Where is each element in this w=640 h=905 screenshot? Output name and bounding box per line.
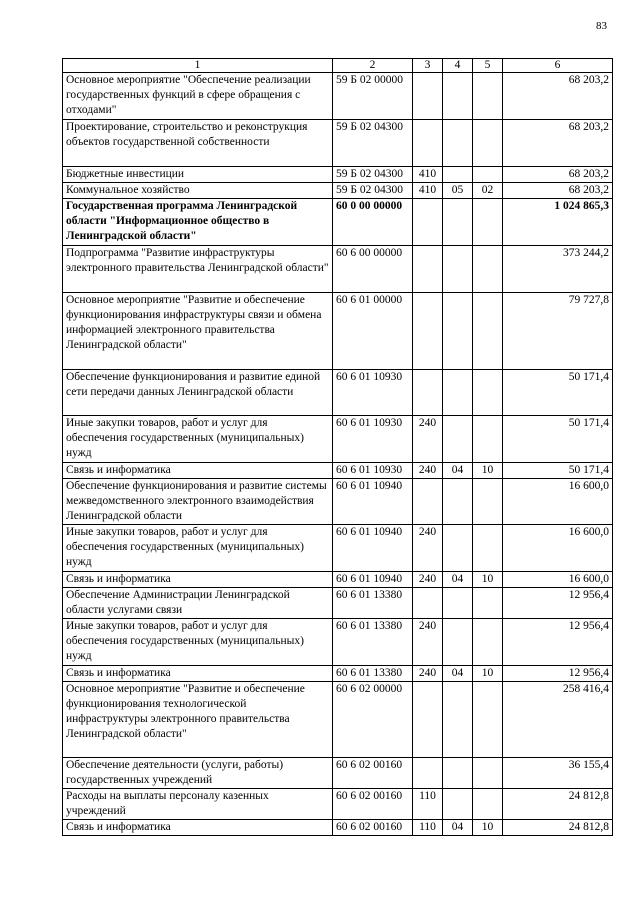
cell-code: 60 6 01 13380 (333, 619, 413, 666)
cell-name: Связь и информатика (63, 820, 333, 836)
cell-sum: 79 727,8 (503, 293, 613, 370)
cell-expense-type (413, 479, 443, 525)
cell-expense-type (413, 588, 443, 619)
table-row (63, 120, 613, 167)
cell-code: 60 6 02 00160 (333, 820, 413, 836)
cell-subsection (473, 789, 503, 820)
cell-section: 04 (443, 666, 473, 682)
cell-sum: 36 155,4 (503, 758, 613, 789)
cell-name: Основное мероприятие "Развитие и обеспечение функционирования технологической инфраструктуры электронного правительства Ленинградской области" (63, 682, 333, 758)
cell-subsection (473, 370, 503, 416)
cell-code: 60 6 01 10940 (333, 525, 413, 572)
cell-sum: 68 203,2 (503, 120, 613, 167)
cell-subsection (473, 588, 503, 619)
cell-code: 60 6 01 10930 (333, 416, 413, 463)
cell-subsection: 02 (473, 183, 503, 199)
cell-code: 60 6 01 10940 (333, 572, 413, 588)
cell-code: 59 Б 02 04300 (333, 120, 413, 167)
cell-expense-type (413, 293, 443, 370)
cell-section (443, 246, 473, 293)
cell-section (443, 120, 473, 167)
page-number: 83 (596, 20, 607, 32)
cell-sum: 16 600,0 (503, 479, 613, 525)
cell-expense-type: 240 (413, 416, 443, 463)
cell-subsection (473, 619, 503, 666)
cell-expense-type (413, 199, 443, 246)
cell-expense-type: 110 (413, 789, 443, 820)
table-row (63, 758, 613, 789)
cell-sum: 373 244,2 (503, 246, 613, 293)
table-row (63, 619, 613, 666)
cell-name: Связь и информатика (63, 572, 333, 588)
cell-sum: 50 171,4 (503, 463, 613, 479)
cell-name: Иные закупки товаров, работ и услуг для обеспечения государственных (муниципальных) нужд (63, 619, 333, 666)
cell-expense-type (413, 758, 443, 789)
cell-subsection (473, 525, 503, 572)
cell-expense-type (413, 370, 443, 416)
cell-section (443, 758, 473, 789)
cell-section (443, 73, 473, 120)
cell-name: Бюджетные инвестиции (63, 167, 333, 183)
cell-section: 04 (443, 572, 473, 588)
cell-subsection: 10 (473, 572, 503, 588)
cell-sum: 68 203,2 (503, 183, 613, 199)
cell-sum: 16 600,0 (503, 525, 613, 572)
cell-section (443, 416, 473, 463)
cell-expense-type: 240 (413, 619, 443, 666)
table-row (63, 199, 613, 246)
column-header: 3 (413, 59, 443, 73)
cell-code: 59 Б 02 00000 (333, 73, 413, 120)
cell-subsection (473, 416, 503, 463)
cell-name: Обеспечение Администрации Ленинградской области услугами связи (63, 588, 333, 619)
cell-sum: 12 956,4 (503, 666, 613, 682)
cell-code: 60 6 01 00000 (333, 293, 413, 370)
cell-sum: 258 416,4 (503, 682, 613, 758)
cell-name: Связь и информатика (63, 463, 333, 479)
table-row (63, 479, 613, 525)
cell-subsection (473, 758, 503, 789)
column-header: 6 (503, 59, 613, 73)
table-row (63, 588, 613, 619)
cell-name: Основное мероприятие "Обеспечение реализации государственных функций в сфере обращения с отходами" (63, 73, 333, 120)
cell-section: 04 (443, 463, 473, 479)
cell-expense-type (413, 246, 443, 293)
cell-code: 59 Б 02 04300 (333, 183, 413, 199)
cell-code: 60 6 01 13380 (333, 666, 413, 682)
cell-name: Иные закупки товаров, работ и услуг для обеспечения государственных (муниципальных) нужд (63, 416, 333, 463)
cell-sum: 16 600,0 (503, 572, 613, 588)
table-row (63, 370, 613, 416)
cell-expense-type (413, 73, 443, 120)
cell-code: 60 6 02 00160 (333, 758, 413, 789)
cell-subsection: 10 (473, 666, 503, 682)
table-body (63, 73, 613, 836)
cell-section: 05 (443, 183, 473, 199)
cell-sum: 24 812,8 (503, 820, 613, 836)
cell-name: Обеспечение функционирования и развитие единой сети передачи данных Ленинградской области (63, 370, 333, 416)
cell-code: 60 6 01 10930 (333, 463, 413, 479)
table-row (63, 167, 613, 183)
cell-sum: 12 956,4 (503, 619, 613, 666)
cell-code: 60 6 01 10940 (333, 479, 413, 525)
cell-code: 60 6 00 00000 (333, 246, 413, 293)
cell-code: 60 6 01 10930 (333, 370, 413, 416)
table-row (63, 682, 613, 758)
column-header: 4 (443, 59, 473, 73)
cell-subsection (473, 293, 503, 370)
cell-sum: 50 171,4 (503, 416, 613, 463)
table-row (63, 820, 613, 836)
cell-expense-type: 240 (413, 525, 443, 572)
table-row (63, 572, 613, 588)
table-row (63, 293, 613, 370)
cell-name: Обеспечение функционирования и развитие системы межведомственного электронного взаимодействия Ленинградской области (63, 479, 333, 525)
cell-section (443, 293, 473, 370)
cell-subsection (473, 167, 503, 183)
column-header: 5 (473, 59, 503, 73)
cell-section (443, 619, 473, 666)
column-header: 2 (333, 59, 413, 73)
cell-subsection (473, 120, 503, 167)
cell-subsection: 10 (473, 463, 503, 479)
cell-name: Проектирование, строительство и реконструкция объектов государственной собственности (63, 120, 333, 167)
cell-subsection (473, 246, 503, 293)
table-row (63, 463, 613, 479)
cell-section (443, 199, 473, 246)
column-header: 1 (63, 59, 333, 73)
table-row (63, 416, 613, 463)
cell-section (443, 167, 473, 183)
cell-section (443, 588, 473, 619)
cell-sum: 50 171,4 (503, 370, 613, 416)
cell-section: 04 (443, 820, 473, 836)
cell-expense-type: 110 (413, 820, 443, 836)
cell-section (443, 370, 473, 416)
table-row (63, 246, 613, 293)
cell-sum: 12 956,4 (503, 588, 613, 619)
cell-expense-type: 240 (413, 463, 443, 479)
cell-section (443, 789, 473, 820)
column-header-row (63, 59, 613, 73)
cell-name: Государственная программа Ленинградской области "Информационное общество в Ленинградской области" (63, 199, 333, 246)
cell-sum: 24 812,8 (503, 789, 613, 820)
table-row (63, 789, 613, 820)
cell-name: Иные закупки товаров, работ и услуг для обеспечения государственных (муниципальных) нужд (63, 525, 333, 572)
cell-subsection (473, 199, 503, 246)
cell-sum: 68 203,2 (503, 167, 613, 183)
cell-name: Подпрограмма "Развитие инфраструктуры электронного правительства Ленинградской области" (63, 246, 333, 293)
cell-code: 59 Б 02 04300 (333, 167, 413, 183)
cell-expense-type: 240 (413, 572, 443, 588)
cell-name: Основное мероприятие "Развитие и обеспечение функционирования инфраструктуры связи и обмена информацией электронного правительства Ленинградской области" (63, 293, 333, 370)
budget-table (62, 58, 613, 836)
cell-section (443, 525, 473, 572)
cell-section (443, 479, 473, 525)
cell-subsection (473, 682, 503, 758)
cell-code: 60 6 02 00160 (333, 789, 413, 820)
cell-subsection (473, 479, 503, 525)
cell-expense-type: 240 (413, 666, 443, 682)
cell-expense-type: 410 (413, 167, 443, 183)
cell-name: Расходы на выплаты персоналу казенных учреждений (63, 789, 333, 820)
cell-name: Обеспечение деятельности (услуги, работы) государственных учреждений (63, 758, 333, 789)
cell-sum: 68 203,2 (503, 73, 613, 120)
cell-code: 60 0 00 00000 (333, 199, 413, 246)
cell-name: Связь и информатика (63, 666, 333, 682)
cell-subsection: 10 (473, 820, 503, 836)
cell-code: 60 6 01 13380 (333, 588, 413, 619)
cell-subsection (473, 73, 503, 120)
table-row (63, 525, 613, 572)
cell-expense-type: 410 (413, 183, 443, 199)
table-row (63, 73, 613, 120)
cell-name: Коммунальное хозяйство (63, 183, 333, 199)
cell-expense-type (413, 682, 443, 758)
cell-section (443, 682, 473, 758)
cell-expense-type (413, 120, 443, 167)
cell-sum: 1 024 865,3 (503, 199, 613, 246)
cell-code: 60 6 02 00000 (333, 682, 413, 758)
table-row (63, 666, 613, 682)
table-row (63, 183, 613, 199)
